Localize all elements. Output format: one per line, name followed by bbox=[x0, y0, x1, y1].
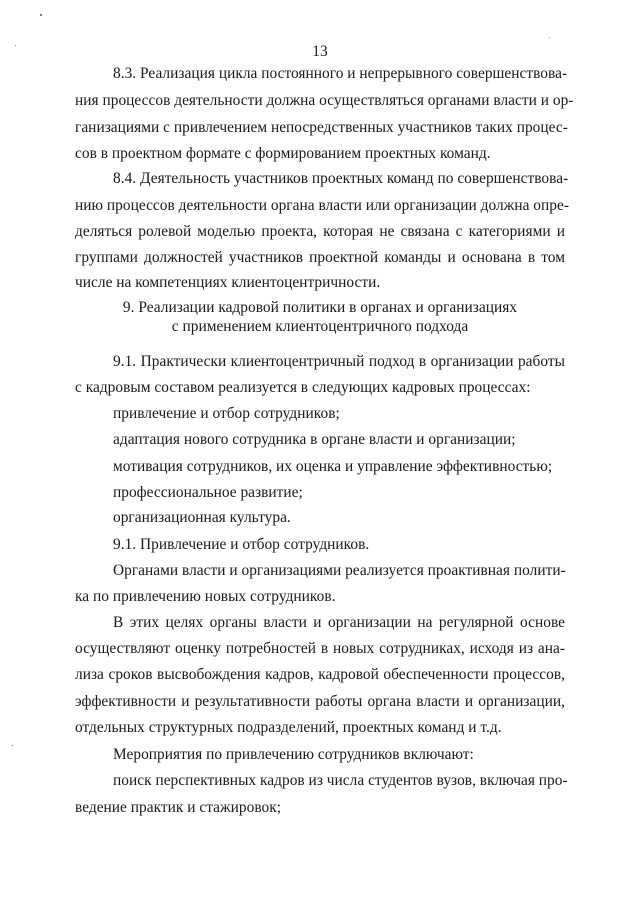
text-line: осуществляют оценку потребностей в новых сотрудниках, исходя из ана- bbox=[75, 640, 565, 657]
page-number: 13 bbox=[312, 43, 328, 60]
text-line: Мероприятия по привлечению сотрудников включают: bbox=[113, 746, 474, 763]
list-item: организационная культура. bbox=[113, 509, 291, 526]
section-heading: 9. Реализации кадровой политики в органах и организациях bbox=[122, 299, 518, 316]
text-line: лиза сроков высвобождения кадров, кадровой обеспеченности процессов, bbox=[75, 666, 565, 683]
text-line: ния процессов деятельности должна осуществляться органами власти и ор- bbox=[75, 92, 574, 109]
text-line: группами должностей участников проектной команды и основана в том bbox=[75, 249, 565, 266]
text-line: 8.3. Реализация цикла постоянного и непрерывного совершенствова- bbox=[113, 65, 568, 82]
text-line: нию процессов деятельности органа власти или организации должна опре- bbox=[75, 197, 569, 214]
scan-speck bbox=[15, 45, 16, 46]
text-line: ганизациями с привлечением непосредственных участников таких процес- bbox=[75, 119, 568, 136]
text-line: деляться ролевой моделью проекта, которая не связана с категориями и bbox=[75, 223, 565, 240]
text-line: сов в проектном формате с формированием проектных команд. bbox=[75, 145, 491, 162]
section-heading: с применением клиентоцентричного подхода bbox=[171, 318, 469, 335]
text-line: эффективности и результативности работы органа власти и организации, bbox=[75, 693, 565, 710]
text-line: отдельных структурных подразделений, проектных команд и т.д. bbox=[75, 719, 502, 736]
text-line: с кадровым составом реализуется в следующих кадровых процессах: bbox=[75, 379, 531, 396]
scan-speck bbox=[12, 745, 13, 746]
text-line: 8.4. Деятельность участников проектных команд по совершенствова- bbox=[113, 170, 569, 187]
list-item: профессиональное развитие; bbox=[113, 484, 303, 501]
text-line: ка по привлечению новых сотрудников. bbox=[75, 588, 336, 605]
list-item: адаптация нового сотрудника в органе власти и организации; bbox=[113, 431, 516, 448]
text-line: поиск перспективных кадров из числа студентов вузов, включая про- bbox=[113, 772, 568, 789]
text-line: В этих целях органы власти и организации на регулярной основе bbox=[113, 614, 565, 631]
text-line: Органами власти и организациями реализуется проактивная полити- bbox=[113, 562, 566, 579]
scan-speck bbox=[40, 14, 42, 16]
text-line: ведение практик и стажировок; bbox=[75, 799, 282, 816]
scan-speck bbox=[549, 37, 550, 38]
text-line: числе на компетенциях клиентоцентричности. bbox=[75, 274, 381, 291]
subsection-heading: 9.1. Привлечение и отбор сотрудников. bbox=[113, 536, 370, 553]
text-line: 9.1. Практически клиентоцентричный подход в организации работы bbox=[113, 353, 565, 370]
list-item: привлечение и отбор сотрудников; bbox=[113, 405, 340, 422]
list-item: мотивация сотрудников, их оценка и управление эффективностью; bbox=[113, 458, 553, 475]
